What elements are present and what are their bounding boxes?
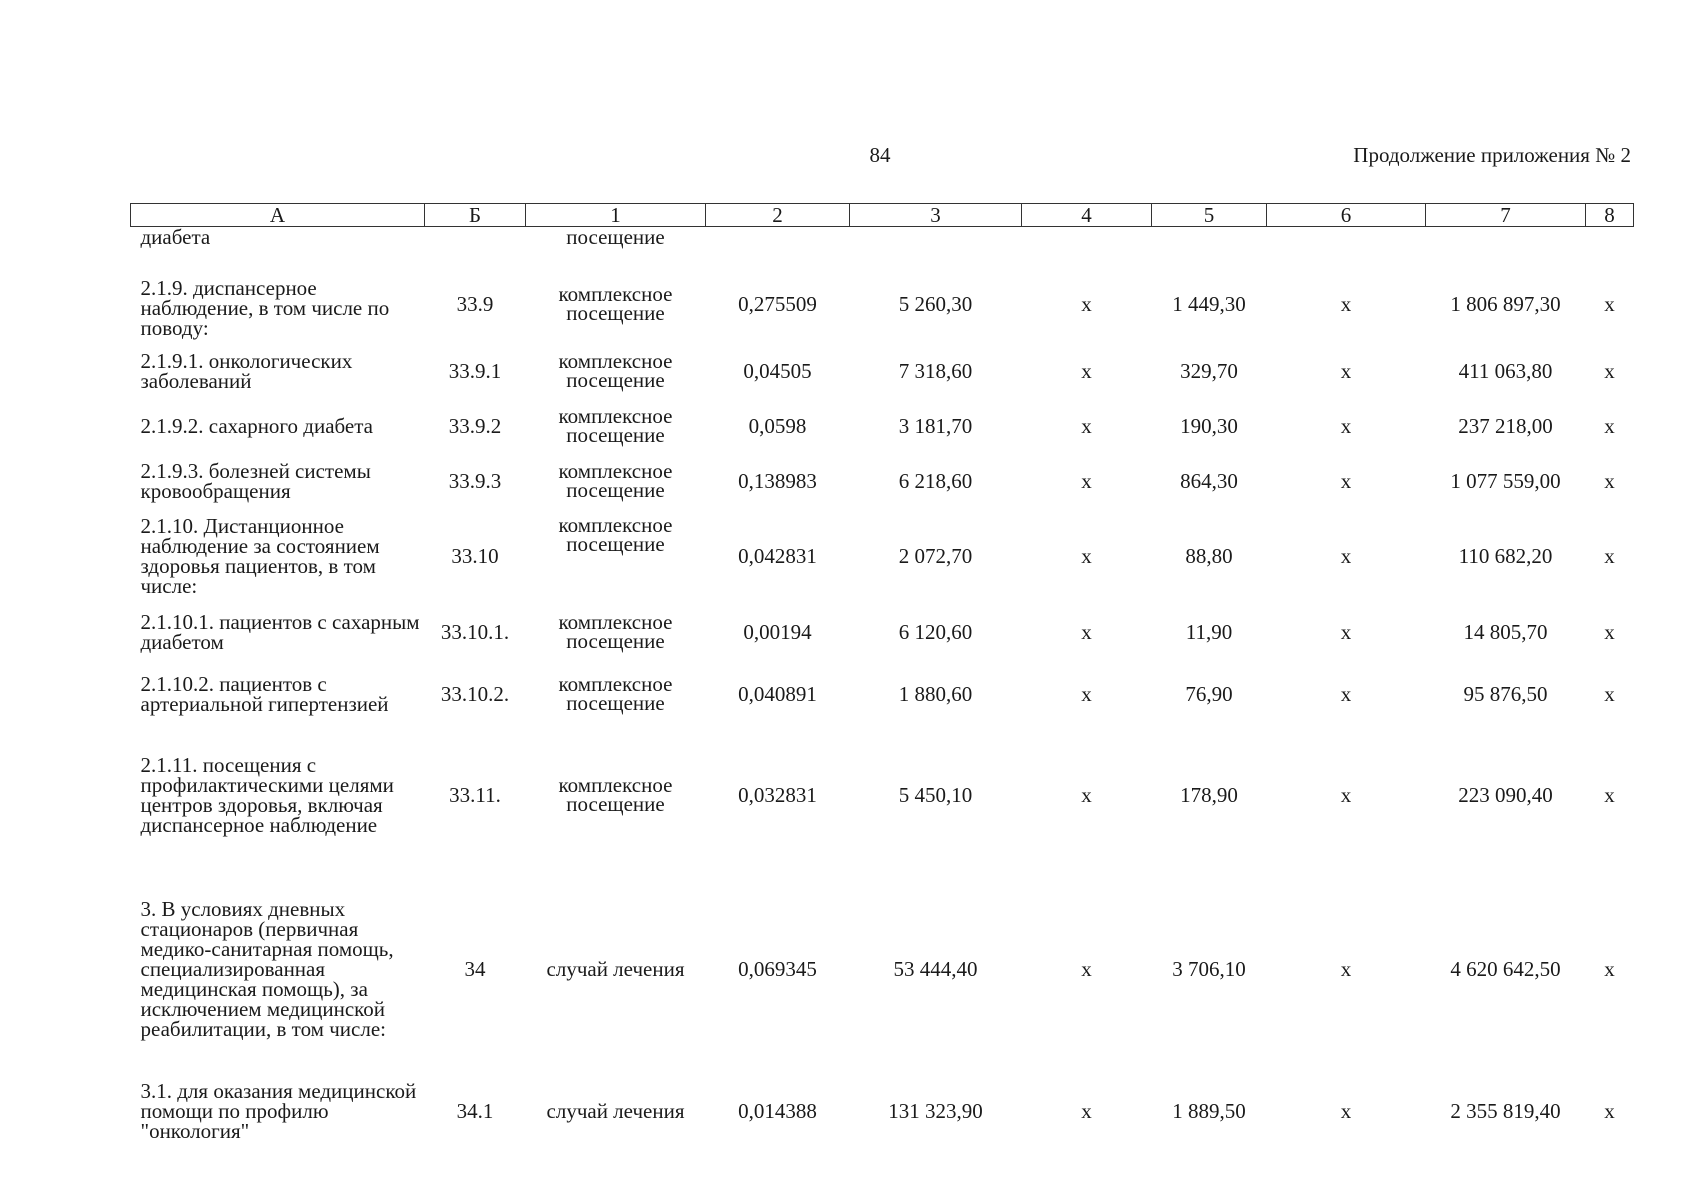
row-col4 — [1022, 227, 1152, 266]
row-name: диабета — [140, 225, 211, 249]
row-unit-text: случай лечения — [546, 1099, 685, 1123]
row-col3: 6 218,60 — [898, 468, 973, 493]
row-col5: 329,70 — [1180, 358, 1238, 383]
row-col6: х — [1340, 413, 1352, 438]
row-col8: х — [1604, 619, 1615, 644]
row-unit — [526, 604, 706, 659]
row-unit-text: комплексное посещение — [558, 403, 673, 447]
row-unit-text: комплексное посещение — [558, 609, 673, 653]
row-col2: 0,014388 — [738, 1099, 817, 1123]
row-col4: х — [1081, 544, 1092, 568]
row-col2: 0,042831 — [738, 544, 817, 568]
row-col3: 53 444,40 — [893, 956, 978, 981]
row-name: 2.1.10.1. пациентов с сахарным диабетом — [140, 609, 420, 654]
row-col3: 5 450,10 — [898, 783, 973, 807]
row-col5: 76,90 — [1185, 682, 1233, 706]
row-code: 33.9 — [456, 292, 494, 316]
row-name: 2.1.10.2. пациентов с артериальной гипертензией — [140, 672, 389, 716]
row-col7: 411 063,80 — [1458, 358, 1553, 383]
column-header-8: 8 — [1586, 204, 1634, 227]
row-col6: х — [1340, 292, 1352, 316]
row-col2 — [706, 227, 850, 266]
row-unit-text: комплексное посещение — [558, 773, 673, 816]
row-col7: 1 077 559,00 — [1450, 468, 1561, 493]
table-row — [131, 453, 1634, 508]
table-row — [131, 343, 1634, 398]
row-unit — [526, 861, 706, 1076]
table-row — [131, 659, 1634, 729]
row-name: 2.1.9.2. сахарного диабета — [140, 413, 373, 438]
column-header-b: Б — [425, 204, 526, 227]
row-col6: х — [1340, 682, 1352, 706]
row-col7: 110 682,20 — [1458, 544, 1553, 568]
row-col3: 7 318,60 — [898, 358, 973, 383]
row-col5: 864,30 — [1180, 468, 1238, 493]
column-header-a: А — [131, 204, 425, 227]
row-name: 2.1.10. Дистанционное наблюдение за состоянием здоровья пациентов, в том числе: — [140, 514, 380, 598]
row-col4: х — [1081, 1099, 1092, 1123]
table-row — [131, 1076, 1634, 1146]
row-col2: 0,275509 — [738, 292, 817, 316]
row-col3: 6 120,60 — [898, 619, 973, 644]
row-col4: х — [1081, 783, 1092, 807]
row-name: 3. В условиях дневных стационаров (первичная медико-санитарная помощь, специализированная медицинская помощь), за исключением медицинской реабилитации, в том числе: — [140, 896, 394, 1041]
row-col2: 0,040891 — [738, 682, 817, 706]
table-row — [131, 508, 1634, 604]
row-code: 33.10.1. — [440, 619, 510, 644]
row-col8: х — [1604, 413, 1615, 438]
table-row — [131, 604, 1634, 659]
column-header-5: 5 — [1152, 204, 1267, 227]
row-col7: 4 620 642,50 — [1450, 956, 1561, 981]
row-col5: 1 449,30 — [1172, 292, 1246, 316]
row-unit-text: комплексное посещение — [558, 282, 673, 325]
row-col8 — [1586, 227, 1634, 266]
row-col6: х — [1340, 1099, 1352, 1123]
row-unit-text: комплексное посещение — [558, 348, 673, 392]
row-col3 — [850, 227, 1022, 266]
row-col7: 223 090,40 — [1458, 783, 1553, 807]
row-col6: х — [1340, 783, 1352, 807]
row-col2: 0,00194 — [743, 619, 812, 644]
row-col6: х — [1340, 544, 1352, 568]
row-unit — [526, 1076, 706, 1146]
row-col8: х — [1604, 783, 1615, 807]
table-row — [131, 861, 1634, 1076]
row-unit — [526, 659, 706, 729]
row-col7: 237 218,00 — [1458, 413, 1553, 438]
row-col4: х — [1081, 468, 1092, 493]
row-name: 2.1.9. диспансерное наблюдение, в том числе по поводу: — [140, 276, 390, 340]
row-col7: 1 806 897,30 — [1450, 292, 1561, 316]
row-col8: х — [1604, 358, 1615, 383]
row-col8: х — [1604, 956, 1615, 981]
row-col5: 178,90 — [1180, 783, 1238, 807]
row-col4: х — [1081, 358, 1092, 383]
row-code: 34.1 — [456, 1099, 494, 1123]
row-col7: 2 355 819,40 — [1450, 1099, 1561, 1123]
row-col4: х — [1081, 619, 1092, 644]
row-col2: 0,138983 — [738, 468, 817, 493]
row-unit: посещение — [566, 225, 665, 249]
table-row — [131, 729, 1634, 861]
row-col4: х — [1081, 682, 1092, 706]
row-col5: 3 706,10 — [1172, 956, 1246, 981]
column-header-6: 6 — [1267, 204, 1426, 227]
row-code: 33.10.2. — [440, 682, 510, 706]
row-name: 2.1.11. посещения с профилактическими целями центров здоровья, включая диспансерное наблюдение — [140, 753, 394, 837]
row-code: 33.9.2 — [448, 413, 502, 438]
column-header-4: 4 — [1022, 204, 1152, 227]
row-unit — [526, 343, 706, 398]
row-unit-text: комплексное посещение — [558, 672, 673, 715]
row-col8: х — [1604, 468, 1615, 493]
row-col8: х — [1604, 292, 1615, 316]
row-col3: 1 880,60 — [898, 682, 973, 706]
row-col4: х — [1081, 292, 1092, 316]
row-unit — [526, 729, 706, 861]
row-col2: 0,0598 — [748, 413, 807, 438]
row-unit — [526, 508, 706, 604]
row-col4: х — [1081, 413, 1092, 438]
column-header-2: 2 — [706, 204, 850, 227]
data-table — [130, 203, 1634, 1146]
row-unit-text: комплексное посещение — [558, 513, 673, 556]
row-col6 — [1267, 227, 1426, 266]
page-number: 84 — [869, 143, 891, 167]
row-code: 33.9.3 — [448, 468, 502, 493]
row-col3: 5 260,30 — [898, 292, 973, 316]
row-col5 — [1152, 227, 1267, 266]
row-code: 33.9.1 — [448, 358, 502, 383]
row-col6: х — [1340, 956, 1352, 981]
row-unit — [526, 265, 706, 343]
row-col8: х — [1604, 544, 1615, 568]
row-col3: 2 072,70 — [898, 544, 973, 568]
row-col6: х — [1340, 468, 1352, 493]
row-col2: 0,032831 — [738, 783, 817, 807]
row-code: 34 — [464, 956, 486, 981]
row-col7 — [1426, 227, 1586, 266]
row-col7: 14 805,70 — [1463, 619, 1548, 644]
row-col6: х — [1340, 619, 1352, 644]
row-code — [425, 227, 526, 266]
appendix-title: Продолжение приложения № 2 — [1353, 143, 1631, 167]
row-unit-text: случай лечения — [546, 956, 685, 981]
row-col3: 131 323,90 — [888, 1099, 983, 1123]
table-header-row — [131, 204, 1634, 227]
row-col2: 0,04505 — [743, 358, 812, 383]
table-row — [131, 227, 1634, 266]
row-col5: 88,80 — [1185, 544, 1233, 568]
row-col2: 0,069345 — [738, 956, 817, 981]
row-col5: 190,30 — [1180, 413, 1238, 438]
row-col3: 3 181,70 — [898, 413, 973, 438]
row-unit — [526, 453, 706, 508]
row-name: 2.1.9.1. онкологических заболеваний — [140, 348, 353, 393]
row-code: 33.10 — [451, 544, 499, 568]
row-col5: 1 889,50 — [1172, 1099, 1246, 1123]
column-header-7: 7 — [1426, 204, 1586, 227]
row-col8: х — [1604, 1099, 1615, 1123]
row-unit — [526, 398, 706, 453]
row-col7: 95 876,50 — [1463, 682, 1548, 706]
table-row — [131, 398, 1634, 453]
table-row — [131, 265, 1634, 343]
row-name: 2.1.9.3. болезней системы кровообращения — [140, 458, 371, 503]
column-header-3: 3 — [850, 204, 1022, 227]
row-col5: 11,90 — [1185, 619, 1233, 644]
row-unit-text: комплексное посещение — [558, 458, 673, 502]
row-col8: х — [1604, 682, 1615, 706]
row-col4: х — [1081, 956, 1092, 981]
column-header-1: 1 — [526, 204, 706, 227]
row-col6: х — [1340, 358, 1352, 383]
row-code: 33.11. — [449, 783, 501, 807]
row-name: 3.1. для оказания медицинской помощи по профилю "онкология" — [140, 1079, 417, 1143]
